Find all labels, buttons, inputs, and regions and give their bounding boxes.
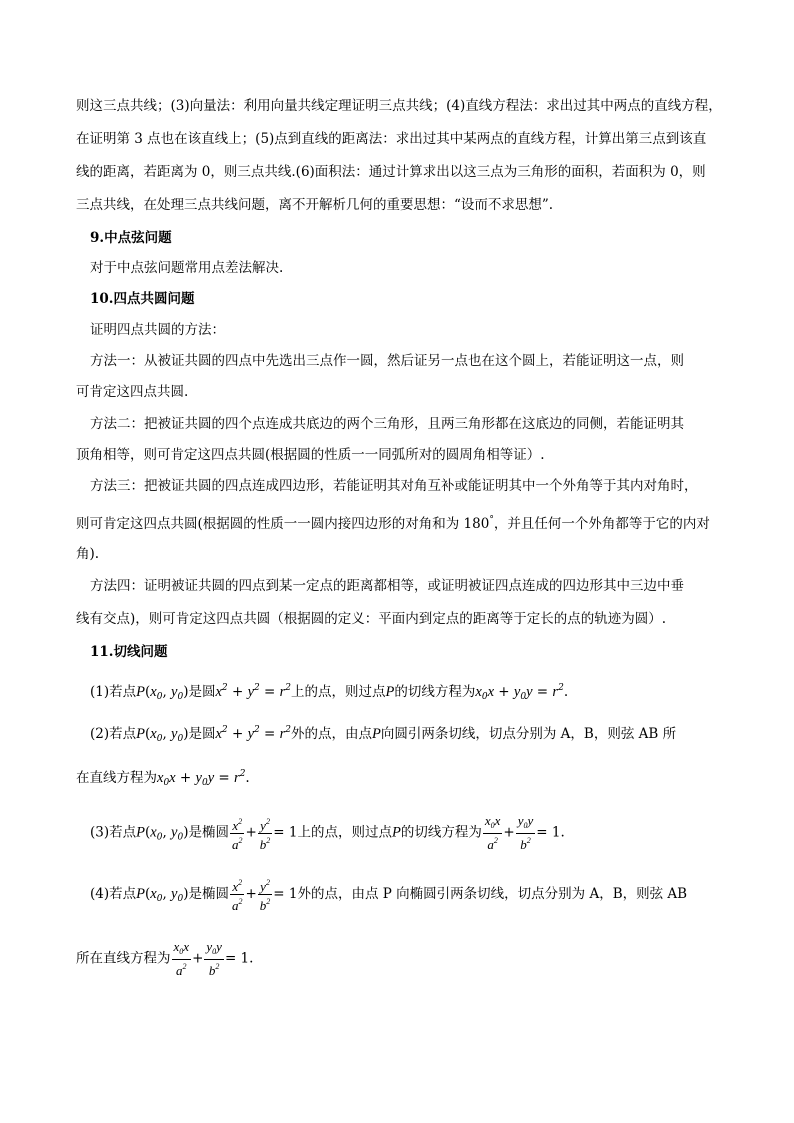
item-text: 是椭圆 (188, 824, 229, 841)
method-2-line-2: 顶角相等，则可肯定这四点共圆(根据圆的性质一一同弧所对的圆周角相等证）. (76, 447, 545, 463)
tangent-item-1: (1)若点$P(x_0$, $y_0$)是圆$x^2 + y^2 = r^2$上的点，则过点P的切线方程为$x_0x + y_0y = r^2$. (90, 683, 569, 702)
method-1-line-1: 方法一：从被证共圆的四点中先选出三点作一圆，然后证另一点也在这个圆上，若能证明这一点，则 (90, 353, 684, 369)
method-2-line-1: 方法二：把被证共圆的四个点连成共底边的两个三角形，且两三角形都在这底边的同侧，若能证明其 (90, 416, 684, 432)
item-text: 向圆引两条切线，切点分别为 A，B，则弦 AB 所 (380, 726, 677, 742)
item-text: 外的点，由点 P 向椭圆引两条切线，切点分别为 A，B，则弦 AB (297, 886, 688, 902)
formula-chord-frac: $\frac{x_0x}{a^2}$ (173, 939, 190, 978)
formula-point-p: P (136, 824, 145, 841)
item-text: 是椭圆 (188, 886, 229, 902)
formula-tangent-frac: $\frac{y_0y}{b^2}$ (517, 813, 534, 852)
formula-point-p: P (392, 824, 401, 841)
item-text: . (249, 950, 254, 967)
tangent-item-3: (3)若点$P(x_0$, $y_0$)是椭圆 $\frac{x^2}{a^2}$ + $\frac{y^2}{b^2}$ = 1上的点，则过点P的切线方程为 $\frac{x_0x}{a^2}$ + $\frac{y_0y}{b^2}$ = 1. (90, 813, 565, 852)
item-text: 在直线方程为 (76, 770, 157, 786)
formula-chord-frac: $\frac{y_0y}{b^2}$ (206, 939, 222, 978)
formula-tangent: x (475, 684, 482, 700)
item-text: . (245, 770, 250, 786)
method-3-line-2 (76, 510, 710, 534)
method-3-text: 则可肯定这四点共圆(根据圆的性质一一圆内接四边形的对角和为 180 (76, 516, 490, 532)
formula-point-p: P (136, 886, 145, 902)
formula-point-p: P (385, 684, 395, 700)
text-line: 在证明第 3 点也在该直线上；(5)点到直线的距离法：求出过其中某两点的直线方程，计算出第三点到该直 (76, 131, 707, 147)
item-text: 上的点，则过点 (297, 824, 392, 841)
method-3-text: ，并且任何一个外角都等于它的内对 (493, 516, 710, 532)
tangent-item-4-line-2: 所在直线方程为 $\frac{x_0x}{a^2}$ + $\frac{y_0y}{b^2}$ = 1. (76, 939, 254, 978)
item-text: 的切线方程为 (400, 824, 482, 841)
formula-ellipse-frac: $\frac{y^2}{b^2}$ (259, 816, 271, 852)
formula-circle: x (215, 684, 222, 700)
formula-point-p: P (372, 726, 381, 742)
method-4-line-2: 线有交点)，则可肯定这四点共圆（根据圆的定义：平面内到定点的距离等于定长的点的轨迹为圆）. (76, 611, 667, 627)
section-heading-11: 11.切线问题 (90, 644, 168, 660)
method-3-line-3: 角). (76, 546, 100, 562)
item-text: 所在直线方程为 (76, 950, 171, 967)
text-line: 线的距离，若距离为 0，则三点共线.(6)面积法：通过计算求出以这三点为三角形的面积，若面积为 0，则 (76, 164, 706, 180)
section-heading-9: 9.中点弦问题 (90, 230, 172, 246)
text-line: 则这三点共线；(3)向量法：利用向量共线定理证明三点共线；(4)直线方程法：求出过其中两点的直线方程， (76, 98, 722, 114)
tangent-item-4: (4)若点$P(x_0$, $y_0$)是椭圆 $\frac{x^2}{a^2}$ + $\frac{y^2}{b^2}$ = 1外的点，由点 P 向椭圆引两条切线，切点分别为 A，B，则弦 AB (90, 878, 688, 913)
item-text: (1)若点 (90, 684, 137, 700)
formula-circle: x (215, 726, 222, 742)
paragraph-10-intro: 证明四点共圆的方法： (90, 322, 225, 338)
formula-point-p: P (136, 726, 145, 742)
item-text: . (563, 684, 569, 700)
formula-ellipse-frac: $\frac{x^2}{a^2}$ (231, 816, 243, 852)
item-text: 是圆 (188, 684, 216, 700)
paragraph-9: 对于中点弦问题常用点差法解决. (90, 260, 284, 276)
tangent-item-2: (2)若点$P(x_0$, $y_0$)是圆$x^2 + y^2 = r^2$外的点，由点P向圆引两条切线，切点分别为 A，B，则弦 AB 所 (90, 725, 677, 744)
formula-point-p: P (136, 684, 145, 700)
tangent-item-2-line-2: 在直线方程为$x_0x + y_0y = r^2$. (76, 769, 250, 788)
item-text: (2)若点 (90, 726, 137, 742)
formula-var: x (150, 684, 157, 700)
text-line: 三点共线，在处理三点共线问题，离不开解析几何的重要思想：“设而不求思想”. (76, 197, 554, 213)
section-heading-10: 10.四点共圆问题 (90, 291, 195, 307)
item-text: (3)若点 (90, 824, 137, 841)
item-text: 的切线方程为 (394, 684, 476, 700)
item-text: 外的点，由点 (291, 726, 373, 742)
method-4-line-1: 方法四：证明被证共圆的四点到某一定点的距离都相等，或证明被证四点连成的四边形其中三边中垂 (90, 578, 684, 594)
method-1-line-2: 可肯定这四点共圆. (76, 384, 189, 400)
formula-var: y (171, 684, 178, 700)
formula-ellipse-frac: $\frac{y^2}{b^2}$ (259, 878, 271, 913)
formula-tangent-frac: $\frac{x_0x}{a^2}$ (484, 813, 501, 852)
degree-symbol: ° (489, 515, 494, 525)
formula-ellipse-frac: $\frac{x^2}{a^2}$ (231, 878, 243, 913)
item-text: (4)若点 (90, 886, 137, 902)
item-text: 是圆 (188, 726, 216, 742)
method-3-line-1: 方法三：把被证共圆的四点连成四边形，若能证明其对角互补或能证明其中一个外角等于其内对角时， (90, 478, 698, 494)
item-text: 上的点，则过点 (291, 684, 386, 700)
formula-chord: x (157, 770, 164, 786)
item-text: . (560, 824, 565, 841)
